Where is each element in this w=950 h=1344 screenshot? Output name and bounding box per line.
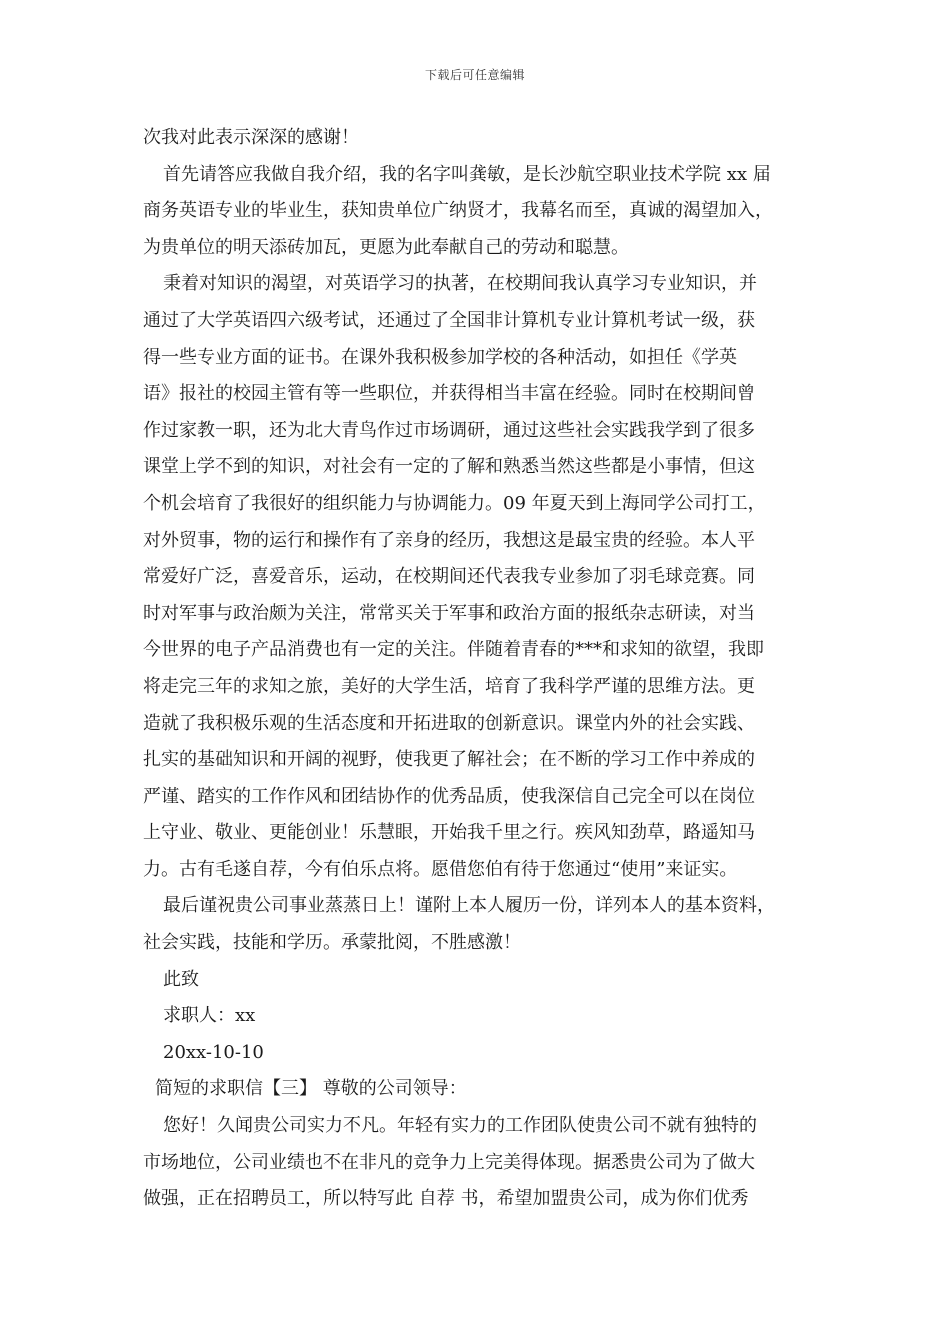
text-line: 得一些专业方面的证书。在课外我积极参加学校的各种活动，如担任《学英 [143, 346, 737, 368]
text-line: 商务英语专业的毕业生，获知贵单位广纳贤才，我幕名而至，真诚的渴望加入， [143, 200, 773, 222]
text-line: 上守业、敬业、更能创业！乐慧眼，开始我千里之行。疾风知劲草，路遥知马 [143, 822, 755, 844]
text-line: 首先请答应我做自我介绍，我的名字叫龚敏，是长沙航空职业技术学院 xx 届 [163, 163, 771, 185]
text-line: 扎实的基础知识和开阔的视野，使我更了解社会；在不断的学习工作中养成的 [143, 749, 755, 771]
text-line: 此致 [163, 968, 199, 990]
text-line: 造就了我积极乐观的生活态度和开拓进取的创新意识。课堂内外的社会实践、 [143, 712, 755, 734]
text-line: 秉着对知识的渴望，对英语学习的执著，在校期间我认真学习专业知识，并 [163, 273, 757, 295]
text-line: 20xx-10-10 [163, 1041, 264, 1063]
text-line: 最后谨祝贵公司事业蒸蒸日上！谨附上本人履历一份，详列本人的基本资料， [163, 895, 775, 917]
text-line: 课堂上学不到的知识，对社会有一定的了解和熟悉当然这些都是小事情，但这 [143, 456, 755, 478]
text-line: 对外贸事，物的运行和操作有了亲身的经历，我想这是最宝贵的经验。本人平 [143, 529, 755, 551]
text-line: 您好！久闻贵公司实力不凡。年轻有实力的工作团队使贵公司不就有独特的 [163, 1115, 757, 1137]
page-header-note: 下载后可任意编辑 [424, 68, 525, 82]
text-line: 个机会培育了我很好的组织能力与协调能力。09 年夏天到上海同学公司打工， [143, 492, 766, 514]
text-line: 市场地位，公司业绩也不在非凡的竞争力上完美得体现。据悉贵公司为了做大 [143, 1151, 755, 1173]
text-line: 语》报社的校园主管有等一些职位，并获得相当丰富在经验。同时在校期间曾 [143, 383, 755, 405]
text-line: 常爱好广泛，喜爱音乐，运动，在校期间还代表我专业参加了羽毛球竞赛。同 [143, 566, 755, 588]
text-line: 今世界的电子产品消费也有一定的关注。伴随着青春的***和求知的欲望，我即 [143, 639, 764, 661]
text-line: 次我对此表示深深的感谢！ [143, 127, 359, 148]
text-line: 作过家教一职，还为北大青鸟作过市场调研，通过这些社会实践我学到了很多 [143, 419, 755, 441]
text-line: 将走完三年的求知之旅，美好的大学生活，培育了我科学严谨的思维方法。更 [143, 675, 755, 697]
text-line: 通过了大学英语四六级考试，还通过了全国非计算机专业计算机考试一级，获 [143, 309, 755, 331]
text-line: 严谨、踏实的工作作风和团结协作的优秀品质，使我深信自己完全可以在岗位 [143, 785, 755, 807]
text-line: 简短的求职信【三】 尊敬的公司领导： [155, 1078, 467, 1100]
text-line: 力。古有毛遂自荐，今有伯乐点将。愿借您伯有待于您通过“使用”来证实。 [143, 858, 738, 880]
text-line: 社会实践，技能和学历。承蒙批阅，不胜感激！ [143, 932, 521, 954]
text-line: 做强，正在招聘员工，所以特写此 自荐 书，希望加盟贵公司，成为你们优秀 [143, 1188, 749, 1210]
document-body [143, 120, 823, 1218]
text-line: 为贵单位的明天添砖加瓦，更愿为此奉献自己的劳动和聪慧。 [143, 236, 629, 258]
text-line: 时对军事与政治颇为关注，常常买关于军事和政治方面的报纸杂志研读，对当 [143, 602, 755, 624]
text-line: 求职人：xx [163, 1005, 256, 1027]
